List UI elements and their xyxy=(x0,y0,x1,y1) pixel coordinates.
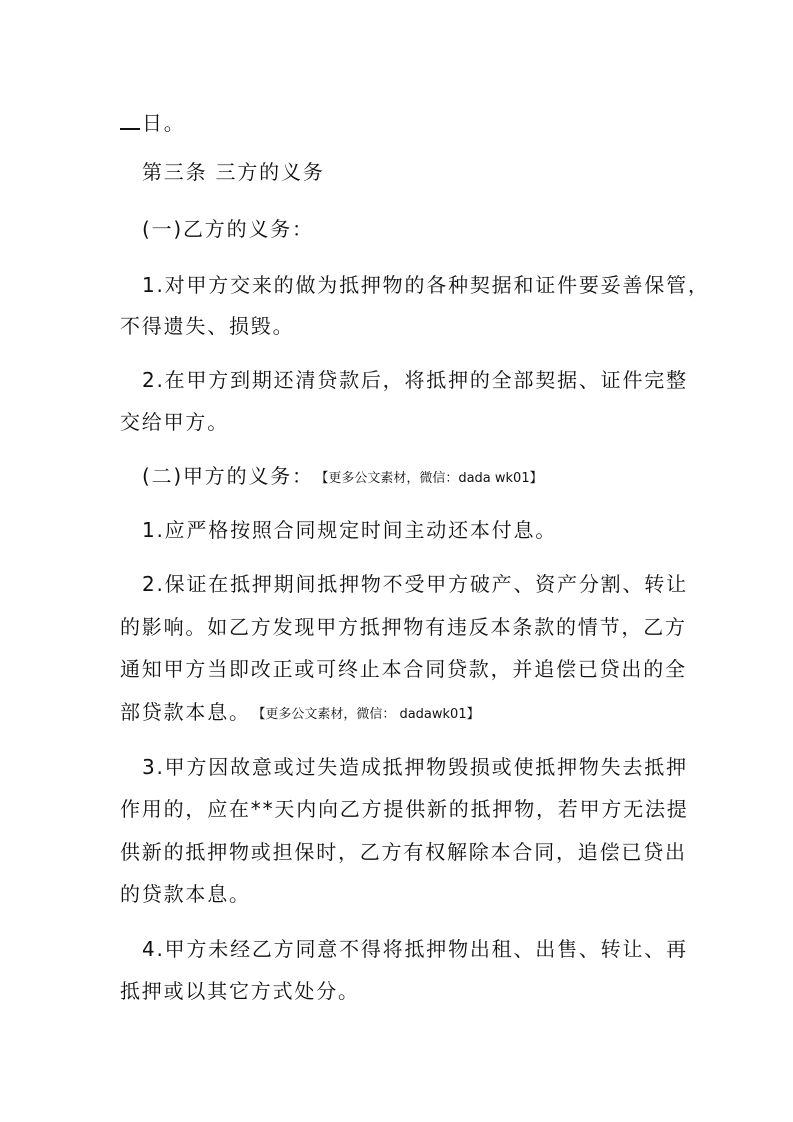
paragraph-line: 4.甲方未经乙方同意不得将抵押物出租、出售、转让、再 xyxy=(142,937,688,961)
paragraph-line: 作用的，应在**天内向乙方提供新的抵押物，若甲方无法提 xyxy=(120,797,689,821)
paragraph-line: 3.甲方因故意或过失造成抵押物毁损或使抵押物失去抵押 xyxy=(142,755,688,779)
paragraph-line: 1.应严格按照合同规定时间主动还本付息。 xyxy=(142,518,558,542)
subsection-heading: (一)乙方的义务： xyxy=(142,217,314,241)
paragraph-line: 2.保证在抵押期间抵押物不受甲方破产、资产分割、转让 xyxy=(142,572,688,596)
paragraph-fragment: 部贷款本息。 xyxy=(120,700,251,724)
text-line: 日。 xyxy=(142,111,186,135)
paragraph-line: 不得遗失、损毁。 xyxy=(120,314,295,338)
paragraph-line: 供新的抵押物或担保时，乙方有权解除本合同，追偿已贷出 xyxy=(120,840,687,864)
promo-note: 【更多公文素材，微信：dada wk01】 xyxy=(321,471,543,486)
paragraph-line-with-note xyxy=(120,698,680,729)
paragraph-line: 的贷款本息。 xyxy=(120,882,251,906)
paragraph-line: 1.对甲方交来的做为抵押物的各种契据和证件要妥善保管， xyxy=(142,273,710,297)
subsection-heading: (二)甲方的义务： xyxy=(142,464,314,488)
blank-underline xyxy=(120,106,140,130)
paragraph-line: 交给甲方。 xyxy=(120,410,229,434)
paragraph-line: 抵押或以其它方式处分。 xyxy=(120,979,360,1003)
section-heading: 第三条 三方的义务 xyxy=(142,160,325,184)
paragraph-line: 2.在甲方到期还清贷款后，将抵押的全部契据、证件完整 xyxy=(142,368,688,392)
promo-note: 【更多公文素材，微信： dadawk01】 xyxy=(258,707,480,722)
paragraph-line: 通知甲方当即改正或可终止本合同贷款，并追偿已贷出的全 xyxy=(120,657,687,681)
day-line xyxy=(120,106,680,137)
subsection-line xyxy=(142,462,702,493)
paragraph-line: 的影响。如乙方发现甲方抵押物有违反本条款的情节，乙方 xyxy=(120,615,687,639)
